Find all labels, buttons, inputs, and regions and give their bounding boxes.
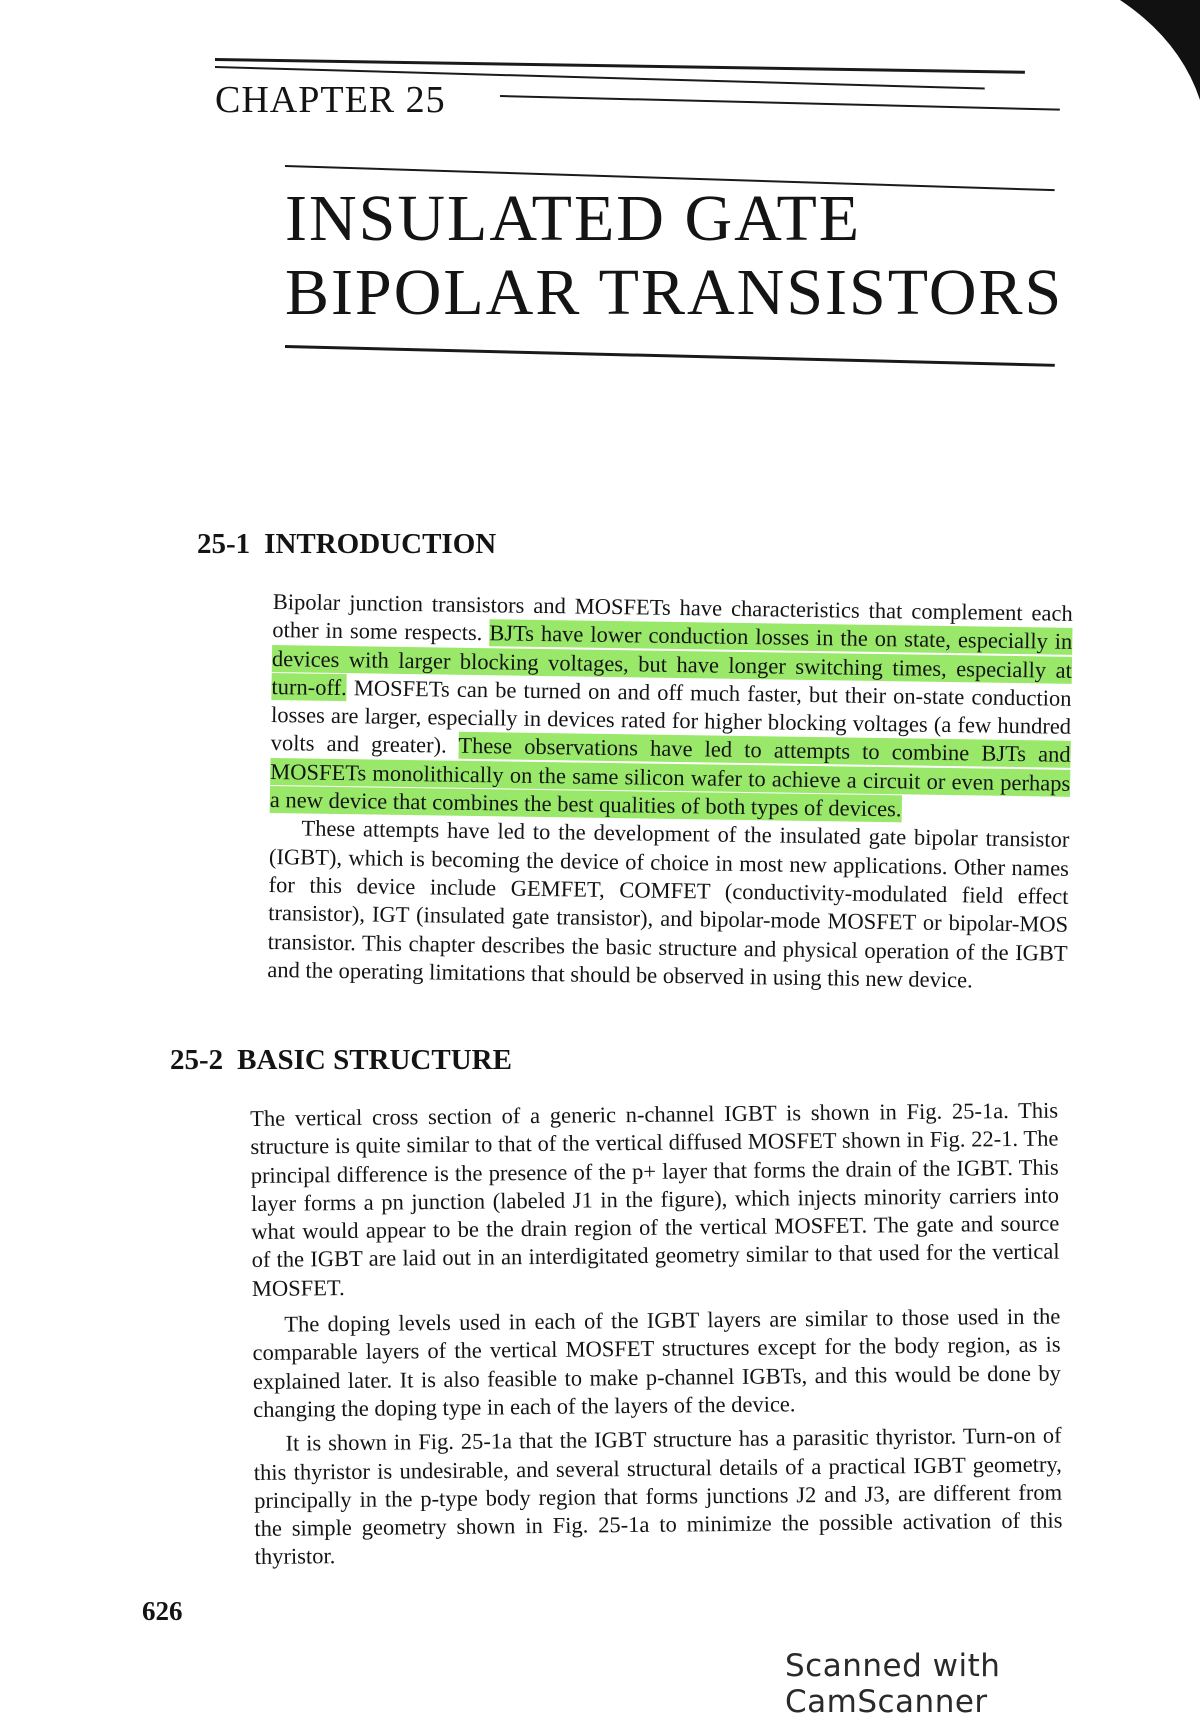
- section-number: 25-2: [170, 1044, 224, 1076]
- introduction-body: [267, 588, 1073, 996]
- highlighted-passage: These observations have led to attempts to combine BJTs and MOSFETs monolithically on the same silicon wafer to achieve a circuit or even perhaps a new device that combines the best qualities of both types of devices.: [269, 733, 1071, 822]
- section-number: 25-1: [197, 528, 251, 560]
- text-run: The vertical cross section of a generic n-channel IGBT is shown in Fig. 25-1a. This structure is quite similar to that of the vertical diffused MOSFET shown in Fig. 22-1. The principal difference is the presence of the p+ layer that forms the drain of the IGBT. This layer forms a pn junction (labeled J1 in the figure), which injects minority carriers into what would appear to be the drain region of the vertical MOSFET. The gate and source of the IGBT are laid out in an interdigitated geometry similar to that used for the vertical MOSFET.: [250, 1097, 1060, 1301]
- text-run: MOSFETs can be turned on and off much faster, but their on-state conduction losses are larger, especially in devices rated for higher blocking voltages (a few hundred volts and greater).: [270, 674, 1072, 759]
- basic-structure-body: [250, 1097, 1063, 1572]
- paragraph: [252, 1303, 1061, 1425]
- section-heading-basic-structure: [170, 1044, 512, 1077]
- page-number: 626: [142, 1596, 183, 1626]
- title-rule-bottom: [285, 345, 1055, 367]
- highlighted-passage: BJTs have lower conduction losses in the on state, especially in devices with larger blocking voltages, but have longer switching times, especially at turn-off.: [271, 620, 1073, 700]
- scanner-watermark: Scanned with CamScanner: [785, 1648, 1001, 1720]
- paragraph: [253, 1422, 1062, 1572]
- chapter-label: CHAPTER 25: [215, 79, 446, 121]
- chapter-title-line-1: INSULATED GATE: [285, 182, 862, 255]
- section-title: BASIC STRUCTURE: [237, 1044, 512, 1076]
- text-run: The doping levels used in each of the IGBT layers are similar to those used in the comparable layers of the vertical MOSFET structures except for the body region, as is explained later. It is also feasible to make p-channel IGBTs, and this would be done by changing the doping type in each of the layers of the device.: [252, 1303, 1061, 1422]
- chapter-title-line-2: BIPOLAR TRANSISTORS: [285, 256, 1064, 329]
- section-heading-introduction: [197, 528, 496, 561]
- chapter-title: [285, 182, 1063, 330]
- page-curl-shadow: [1080, 0, 1200, 100]
- paragraph: [250, 1097, 1060, 1304]
- text-run: These attempts have led to the development of the insulated gate bipolar transistor (IGBT), which is becoming the device of choice in most new applications. Other names for this device include GEMFET, COMFET (conductivity-modulated field effect transistor), IGT (insulated gate transistor), and bipolar-mode MOSFET or bipolar-MOS transistor. This chapter describes the basic structure and physical operation of the IGBT and the operating limitations that should be observed in using this new device.: [267, 815, 1070, 993]
- paragraph: [270, 588, 1073, 826]
- section-title: INTRODUCTION: [264, 528, 497, 560]
- header-rule-under-label: [500, 95, 1060, 111]
- text-run: Bipolar junction transistors and MOSFETs have characteristics that complement each other in some respects.: [272, 588, 1073, 646]
- paragraph: [267, 814, 1069, 996]
- text-run: It is shown in Fig. 25-1a that the IGBT structure has a parasitic thyristor. Turn-on of this thyristor is undesirable, and several structural details of a practical IGBT geometry, principally in the p-type body region that forms junctions J2 and J3, are different from the simple geometry shown in Fig. 25-1a to minimize the possible activation of this thyristor.: [253, 1422, 1063, 1570]
